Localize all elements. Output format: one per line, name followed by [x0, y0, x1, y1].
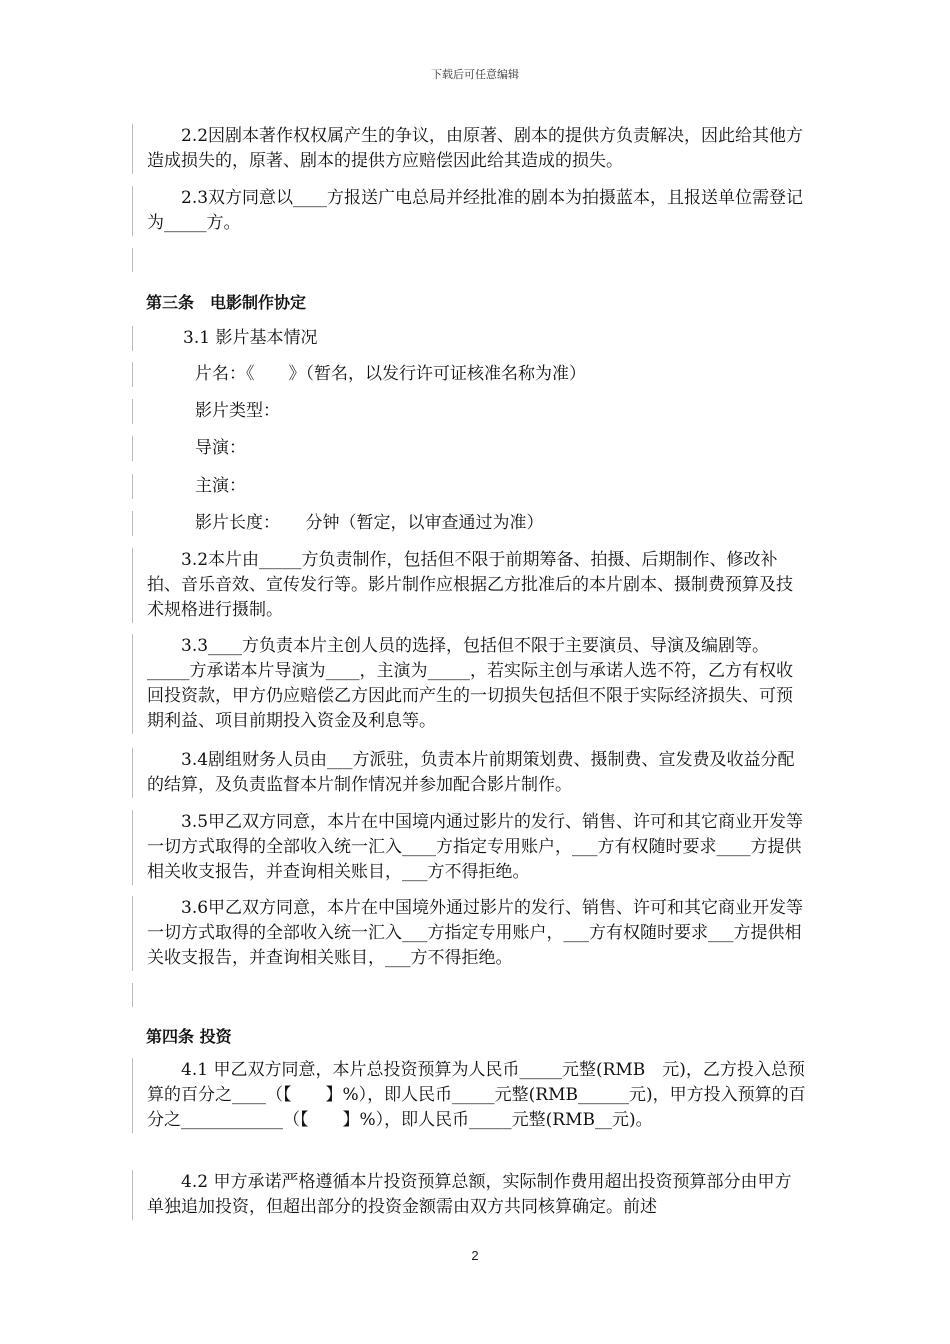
paragraph-text: 4.2 甲方承诺严格遵循本片投资预算总额，实际制作费用超出投资预算部分由甲方单独追加投资，但超出部分的投资金额需由双方共同核算确定。前述: [147, 1172, 792, 1217]
paragraph-4-1: [132, 1058, 807, 1133]
film-genre-line: [132, 399, 280, 424]
paragraph-3-5: [132, 810, 807, 885]
paragraph-text: 4.1 甲乙双方同意，本片总投资预算为人民币_____元整(RMB 元)，乙方投入总预算的百分之____（【 】%），即人民币_____元整(RMB______元)，甲方投入预算的百分之____________（【 】%），即人民币_____元整(RMB__元)。: [147, 1060, 806, 1130]
paragraph-2-2: [132, 124, 807, 174]
film-length-line: [132, 511, 544, 536]
section-heading-4: 第四条 投资: [146, 1027, 232, 1046]
field-text: 导演：: [195, 438, 246, 458]
field-text: 主演：: [195, 476, 246, 496]
director-line: [132, 436, 246, 461]
paragraph-text: 3.2本片由_____方负责制作，包括但不限于前期筹备、拍摄、后期制作、修改补拍、音乐音效、宣传发行等。影片制作应根据乙方批准后的本片剧本、摄制费预算及技术规格进行摄制。: [147, 550, 793, 620]
field-text: 片名：《 》（暂名，以发行许可证核准名称为准）: [195, 364, 586, 384]
paragraph-text: 3.1 影片基本情况: [183, 328, 318, 348]
paragraph-text: 2.3双方同意以____方报送广电总局并经批准的剧本为拍摄蓝本，且报送单位需登记为_____方。: [147, 188, 804, 233]
cast-line: [132, 474, 246, 499]
paragraph-3-3: [132, 634, 807, 734]
paragraph-3-6: [132, 896, 807, 971]
film-title-line: [132, 362, 586, 387]
paragraph-3-2: [132, 548, 807, 623]
section-heading-3: 第三条 电影制作协定: [146, 293, 307, 312]
paragraph-3-4: [132, 748, 807, 798]
paragraph-2-3: [132, 186, 807, 236]
paragraph-4-2: [132, 1170, 807, 1220]
field-text: 影片类型：: [195, 401, 280, 421]
page-number: 2: [471, 1248, 479, 1263]
page-header: 下载后可任意编辑: [431, 68, 519, 81]
paragraph-text: 3.3____方负责本片主创人员的选择，包括但不限于主要演员、导演及编剧等。_____方承诺本片导演为____，主演为_____，若实际主创与承诺人选不符，乙方有权收回投资款，甲方仍应赔偿乙方因此而产生的一切损失包括但不限于实际经济损失、可预期利益、项目前期投入资金及利息等。: [147, 636, 793, 731]
empty-line-marker: [132, 248, 134, 272]
paragraph-text: 3.4剧组财务人员由___方派驻，负责本片前期策划费、摄制费、宣发费及收益分配的结算，及负责监督本片制作情况并参加配合影片制作。: [147, 750, 795, 795]
paragraph-text: 2.2因剧本著作权权属产生的争议，由原著、剧本的提供方负责解决，因此给其他方造成损失的，原著、剧本的提供方应赔偿因此给其造成的损失。: [147, 126, 804, 171]
paragraph-text: 3.6甲乙双方同意，本片在中国境外通过影片的发行、销售、许可和其它商业开发等一切方式取得的全部收入统一汇入___方指定专用账户，___方有权随时要求___方提供相关收支报告，并查询相关账目，___方不得拒绝。: [147, 898, 804, 968]
paragraph-3-1: [132, 326, 317, 351]
field-text: 影片长度： 分钟（暂定，以审查通过为准）: [195, 513, 544, 533]
empty-line-marker: [132, 983, 134, 1007]
paragraph-text: 3.5甲乙双方同意，本片在中国境内通过影片的发行、销售、许可和其它商业开发等一切方式取得的全部收入统一汇入____方指定专用账户，___方有权随时要求____方提供相关收支报告，并查询相关账目，___方不得拒绝。: [147, 812, 804, 882]
